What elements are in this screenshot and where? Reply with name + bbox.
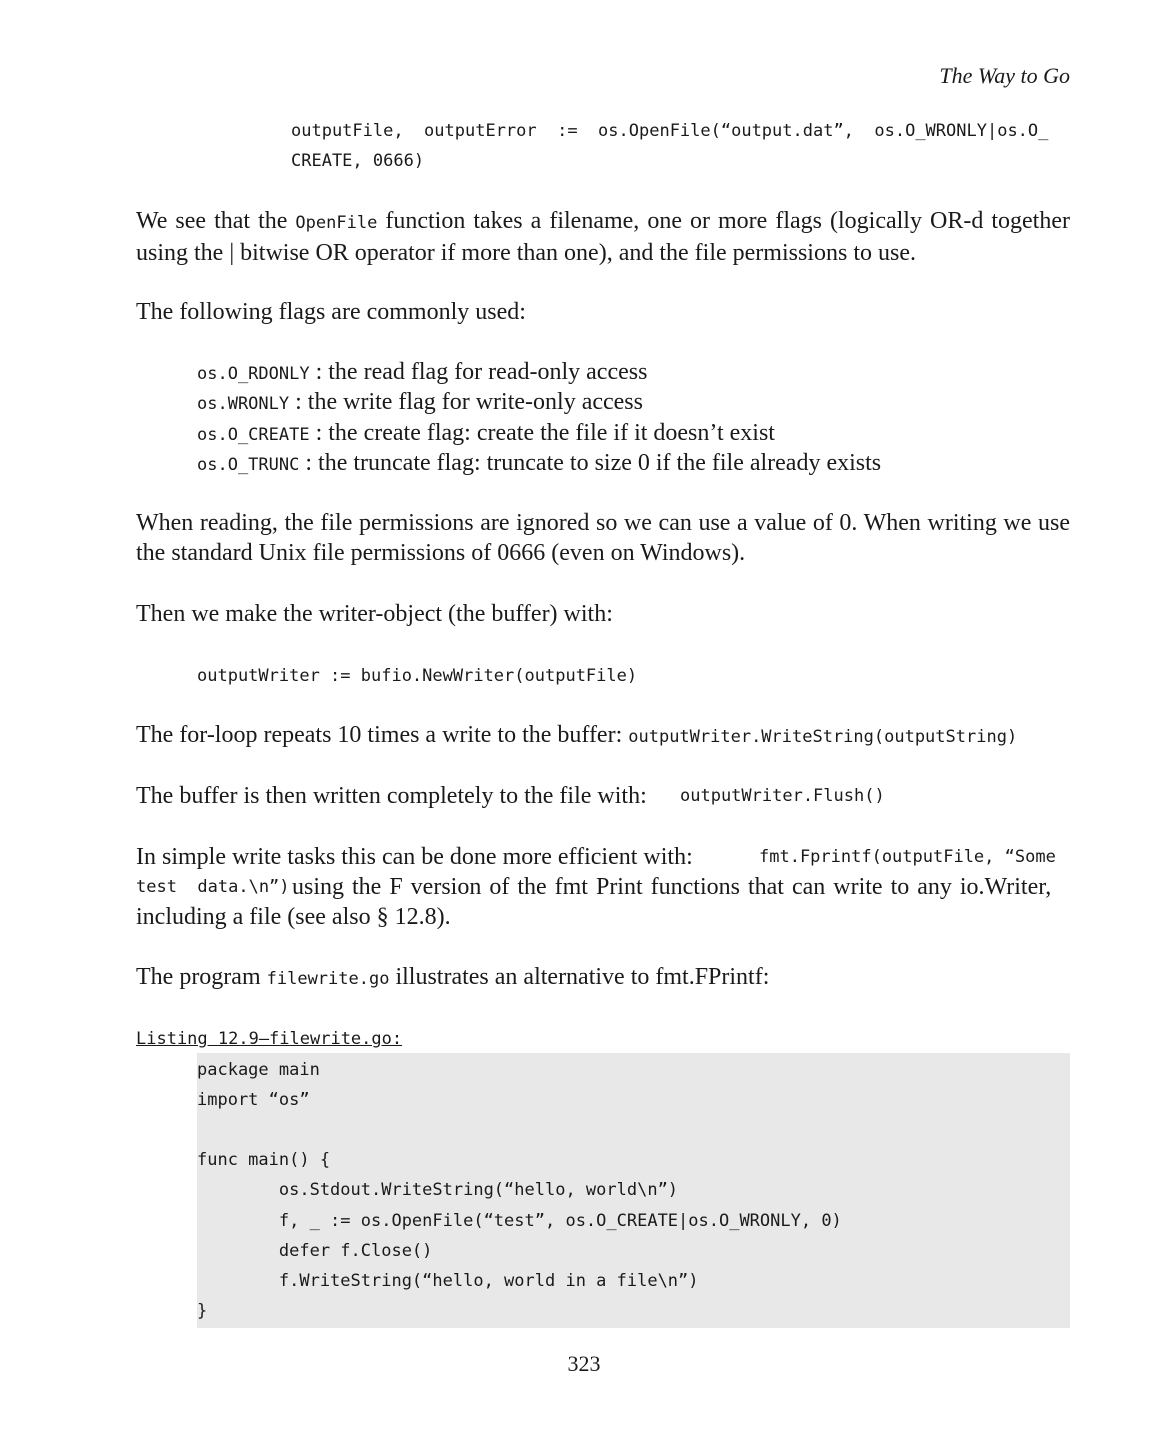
flag-item-wronly [197,387,643,419]
fprintf-paragraph-text-3: including a file (see also § 12.8). [136,904,451,930]
forloop-inline-code: outputWriter.WriteString(outputString) [628,727,1018,747]
code-line: import “os” [197,1090,310,1110]
program-text-1: The program [136,964,267,990]
fprintf-inline-code-1: fmt.Fprintf(outputFile, “Some [759,847,1056,867]
flag-item-trunc [197,448,881,480]
program-paragraph [136,962,1070,994]
forloop-paragraph [136,720,1070,752]
running-header: The Way to Go [939,63,1070,88]
permissions-paragraph: When reading, the file permissions are ignored so we can use a value of 0. When writing we use the standard Unix file permissions of 0666 (even on Windows). [136,510,1070,566]
fprintf-paragraph-text-1: In simple write tasks this can be done more efficient with: [136,844,693,870]
flush-paragraph-text: The buffer is then written completely to the file with: [136,783,647,809]
fprintf-inline-code-2: test data.\n”) [136,877,290,897]
writer-intro: Then we make the writer-object (the buffer) with: [136,601,613,627]
flag-description: : the truncate flag: truncate to size 0 if the file already exists [299,450,882,476]
openfile-code-line-2: CREATE, 0666) [291,151,425,171]
code-line: os.Stdout.WriteString(“hello, world\n”) [197,1180,679,1200]
flag-code: os.O_RDONLY [197,364,310,384]
program-text-2: illustrates an alternative to fmt.FPrintf: [389,964,770,990]
openfile-inline-code: OpenFile [295,213,378,233]
forloop-text: The for-loop repeats 10 times a write to the buffer: [136,722,629,748]
flags-intro: The following flags are commonly used: [136,299,526,325]
openfile-code-line-1: outputFile, outputError := os.OpenFile(“output.dat”, os.O_WRONLY|os.O_ [291,121,1049,141]
flag-code: os.O_TRUNC [197,455,300,475]
program-inline-code: filewrite.go [266,969,390,989]
openfile-paragraph-text-2: function takes a filename, one or more flags (logically OR-d together using the | bitwise OR operator if more than one), and the file permissions to use. [136,208,1070,266]
code-line: f, _ := os.OpenFile(“test”, os.O_CREATE|os.O_WRONLY, 0) [197,1211,842,1231]
flag-code: os.WRONLY [197,394,290,414]
flag-description: : the write flag for write-only access [289,389,643,415]
code-listing [197,1053,1070,1328]
listing-caption: Listing 12.9—filewrite.go: [136,1029,403,1049]
code-line: defer f.Close() [197,1241,433,1261]
flag-item-rdonly [197,357,647,389]
flag-description: : the create flag: create the file if it doesn’t exist [309,420,775,446]
page-number: 323 [567,1351,601,1376]
flag-description: : the read flag for read-only access [309,359,648,385]
code-line: f.WriteString(“hello, world in a file\n”) [197,1271,699,1291]
openfile-paragraph-text-1: We see that the [136,208,296,234]
flag-code: os.O_CREATE [197,425,310,445]
flush-inline-code: outputWriter.Flush() [680,786,885,806]
code-line: } [197,1301,208,1321]
writer-code-line: outputWriter := bufio.NewWriter(outputFile) [197,666,638,686]
openfile-paragraph [136,206,1070,268]
flag-item-create [197,418,775,450]
code-line: package main [197,1060,320,1080]
code-line: func main() { [197,1150,331,1170]
fprintf-paragraph-text-2: using the F version of the fmt Print functions that can write to any io.Writer, [292,874,1052,900]
